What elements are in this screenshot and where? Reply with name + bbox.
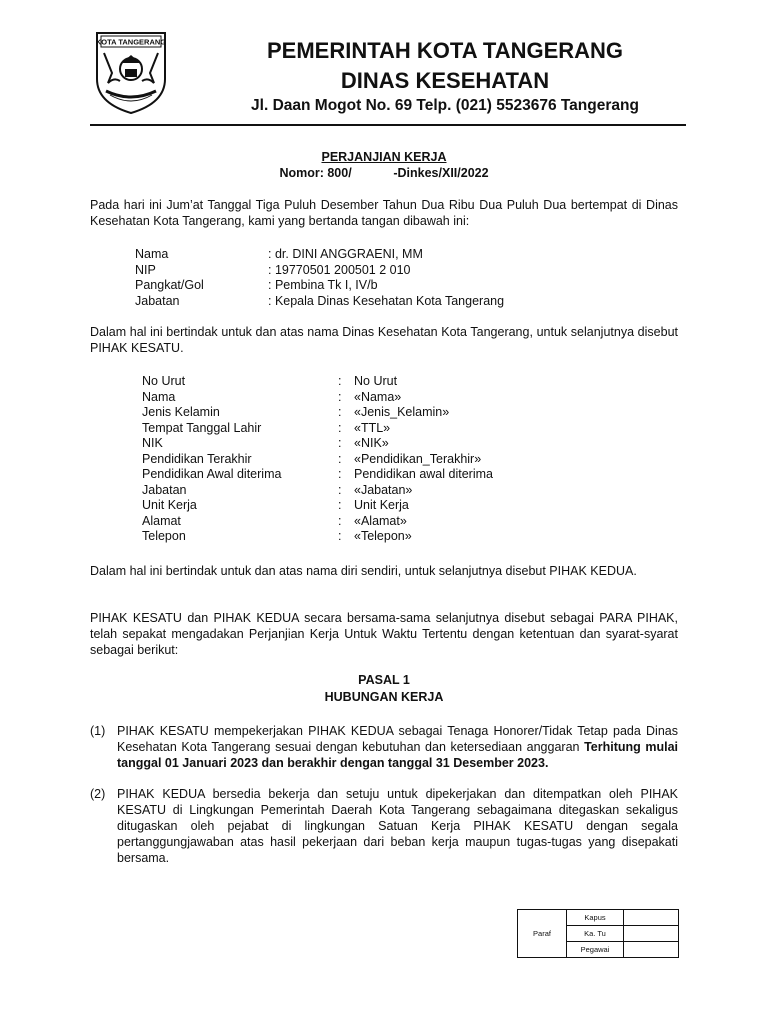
- party2-row: Telepon : «Telepon»: [142, 529, 412, 543]
- party1-statement: Dalam hal ini bertindak untuk dan atas nama Dinas Kesehatan Kota Tangerang, untuk selanjutnya disebut PIHAK KESATU.: [90, 325, 678, 355]
- initials-box[interactable]: [624, 926, 679, 942]
- document-title: PERJANJIAN KERJA: [321, 150, 447, 164]
- party2-row: No Urut : No Urut: [142, 374, 398, 388]
- party2-details: [142, 374, 493, 545]
- party2-row: Nama : «Nama»: [142, 389, 402, 404]
- article-title: HUBUNGAN KERJA: [324, 690, 444, 704]
- header-divider: [90, 124, 686, 126]
- initials-role: Ka. Tu: [567, 926, 624, 942]
- party1-row: Pangkat/Gol : Pembina Tk I, IV/b: [135, 278, 378, 292]
- document-number: Nomor: 800/ -Dinkes/XII/2022: [279, 166, 489, 180]
- party1-row: Jabatan : Kepala Dinas Kesehatan Kota Tangerang: [135, 293, 505, 308]
- initials-label: Paraf: [518, 910, 567, 958]
- party2-statement: Dalam hal ini bertindak untuk dan atas nama diri sendiri, untuk selanjutnya disebut PIHAK KEDUA.: [90, 564, 637, 578]
- party2-row: Jenis Kelamin : «Jenis_Kelamin»: [142, 405, 450, 419]
- article-item: (1) PIHAK KESATU mempekerjakan PIHAK KEDUA sebagai Tenaga Honorer/Tidak Tetap pada Dinas Kesehatan Kota Tangerang sesuai dengan kebutuhan dan ketersediaan anggaran Terhitung mulai tanggal 01 Januari 2023 dan berakhir dengan tanggal 31 Desember 2023.: [90, 724, 678, 770]
- initials-role: Pegawai: [567, 942, 624, 958]
- opening-paragraph: Pada hari ini Jum’at Tanggal Tiga Puluh Desember Tahun Dua Ribu Dua Puluh Dua bertempat di Dinas Kesehatan Kota Tangerang, kami yang bertanda tangan dibawah ini:: [90, 198, 678, 228]
- party2-row: Jabatan : «Jabatan»: [142, 482, 413, 497]
- article-number: PASAL 1: [358, 673, 410, 687]
- party2-row: Pendidikan Terakhir : «Pendidikan_Terakhir»: [142, 451, 482, 466]
- government-title: PEMERINTAH KOTA TANGERANG: [266, 38, 624, 63]
- agency-title: DINAS KESEHATAN: [340, 68, 550, 93]
- party2-row: Tempat Tanggal Lahir : «TTL»: [142, 420, 391, 435]
- party1-row: Nama : dr. DINI ANGGRAENI, MM: [135, 247, 423, 261]
- party1-row: NIP : 19770501 200501 2 010: [135, 262, 411, 277]
- party2-row: Alamat : «Alamat»: [142, 513, 407, 528]
- party2-row: Pendidikan Awal diterima : Pendidikan awal diterima: [142, 467, 493, 481]
- initials-role: Kapus: [567, 910, 624, 926]
- party2-row: NIK : «NIK»: [142, 436, 389, 450]
- initials-box[interactable]: [624, 942, 679, 958]
- agency-address: Jl. Daan Mogot No. 69 Telp. (021) 5523676 Tangerang: [251, 97, 639, 114]
- party1-details: [135, 247, 504, 309]
- initials-table: [517, 909, 679, 958]
- party2-row: Unit Kerja : Unit Kerja: [142, 498, 409, 512]
- initials-box[interactable]: [624, 910, 679, 926]
- agreement-paragraph: PIHAK KESATU dan PIHAK KEDUA secara bersama-sama selanjutnya disebut sebagai PARA PIHAK, telah sepakat mengadakan Perjanjian Kerja Untuk Waktu Tertentu dengan ketentuan dan syarat-syarat sebagai berikut:: [90, 611, 678, 657]
- logo-text: KOTA TANGERANG: [95, 37, 167, 47]
- article-item: (2) PIHAK KEDUA bersedia bekerja dan setuju untuk dipekerjakan dan ditempatkan oleh PIHAK KESATU di Lingkungan Pemerintah Daerah Kota Tangerang sebagaimana ditegaskan sekaligus ditugaskan oleh pejabat di lingkungan Satuan Kerja PIHAK KESATU dengan segala pertanggungjawaban atas hasil pekerjaan dari beban kerja maupun tugas-tugas yang disepakati bersama.: [90, 787, 678, 865]
- city-emblem-logo: [92, 29, 170, 115]
